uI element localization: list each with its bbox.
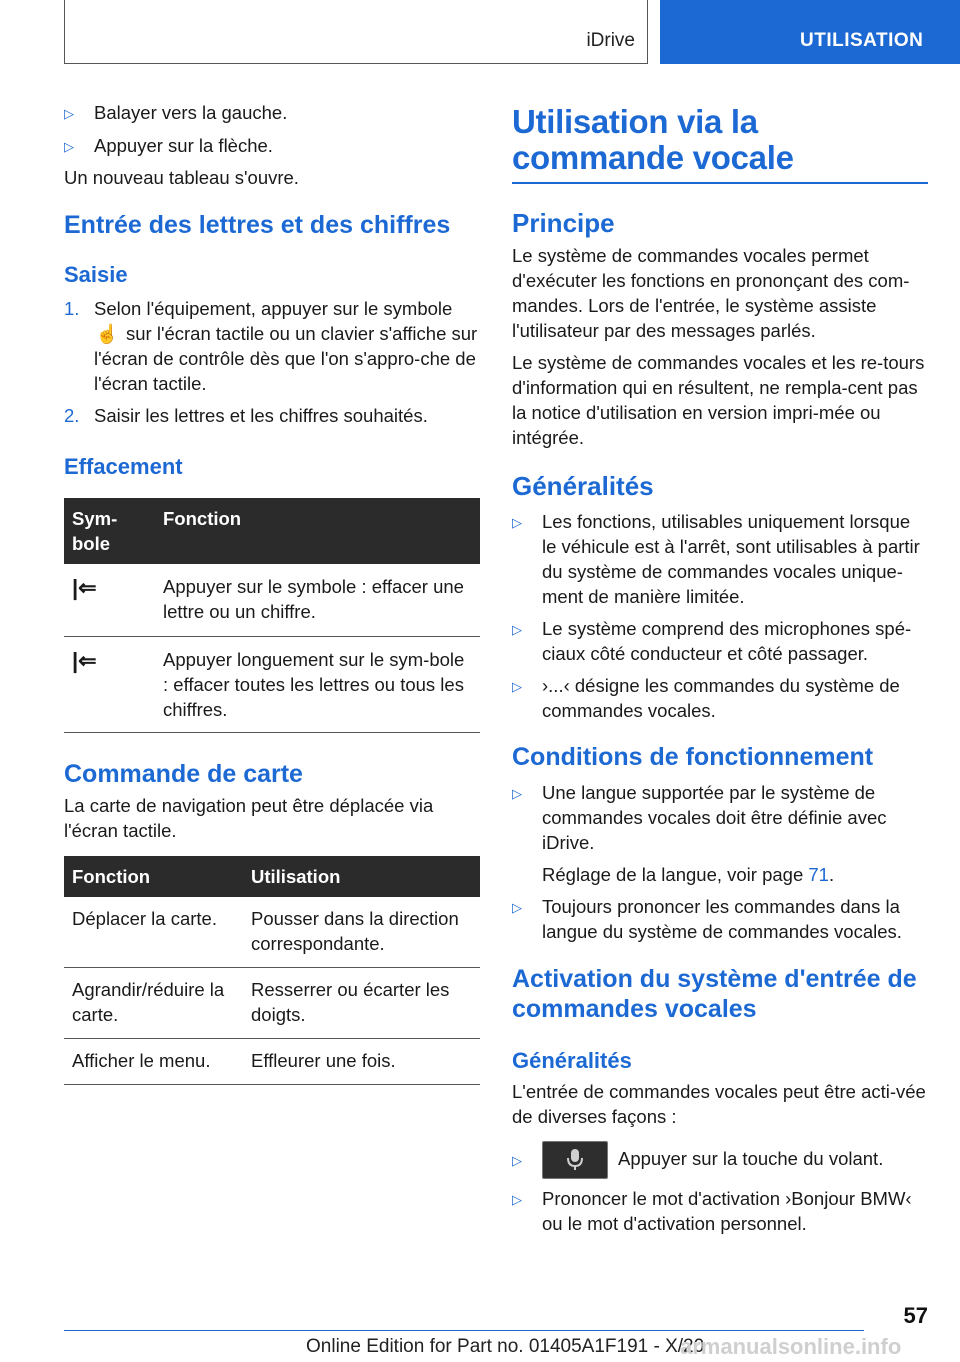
erase-table xyxy=(64,498,480,733)
header-section-box xyxy=(64,0,648,64)
bullet-item: ▷ Appuyer sur la flèche. xyxy=(64,133,480,159)
triangle-bullet-icon: ▷ xyxy=(64,106,74,121)
bullet-item: ▷ Les fonctions, utilisables uniquement lorsque le véhicule est à l'arrêt, sont utilisables à partir du système de commandes vocales unique-ment de manière limitée. xyxy=(512,511,920,607)
triangle-bullet-icon: ▷ xyxy=(512,679,522,694)
heading-effacement: Effacement xyxy=(64,454,183,479)
bullet-item: ▷ Appuyer sur la touche du volant. xyxy=(512,1141,928,1179)
step-item: 1. Selon l'équipement, appuyer sur le symbole ☝ sur l'écran tactile ou un clavier s'affiche sur l'écran de contrôle dès que l'on s'appro-che de l'écran tactile. xyxy=(64,298,478,394)
triangle-bullet-icon: ▷ xyxy=(64,139,74,154)
left-column xyxy=(64,100,480,1085)
heading-carte: Commande de carte xyxy=(64,760,303,788)
header-chapter: UTILISATION xyxy=(800,30,924,51)
paragraph: Le système de commandes vocales et les re-tours d'information qui en résultent, ne rempla-cent pas la notice d'utilisation en version impri-mée ou intégrée. xyxy=(512,352,925,448)
step-item: 2. Saisir les lettres et les chiffres souhaités. xyxy=(64,405,428,426)
header-chapter-tab xyxy=(660,0,960,64)
paragraph: La carte de navigation peut être déplacée via l'écran tactile. xyxy=(64,795,434,841)
page-number: 57 xyxy=(903,1303,928,1328)
bullet-item: ▷ Une langue supportée par le système de commandes vocales doit être définie avec iDrive. Réglage de la langue, voir page 71. xyxy=(512,782,887,885)
heading-generalites: Généralités xyxy=(512,471,654,501)
table-header-row: Sym-bole Fonction xyxy=(64,498,480,564)
heading-generalites-2: Généralités xyxy=(512,1048,632,1073)
heading-conditions: Conditions de fonctionnement xyxy=(512,743,874,771)
watermark: armanualsonline.info xyxy=(680,1334,902,1359)
edition-text: Online Edition for Part no. 01405A1F191 - X/20 xyxy=(306,1336,705,1357)
keyboard-hand-icon: ☝ xyxy=(95,323,119,344)
backspace-arrow-icon: |⇐ xyxy=(72,648,97,673)
bullet-item: ▷ Toujours prononcer les commandes dans la langue du système de commandes vocales. xyxy=(512,896,902,942)
bullet-item: ▷ Prononcer le mot d'activation ›Bonjour BMW‹ ou le mot d'activation personnel. xyxy=(512,1188,912,1234)
paragraph: L'entrée de commandes vocales peut être acti-vée de diverses façons : xyxy=(512,1081,926,1127)
triangle-bullet-icon: ▷ xyxy=(512,786,522,801)
heading-letters: Entrée des lettres et des chiffres xyxy=(64,211,451,239)
page-link[interactable]: 71 xyxy=(808,864,829,885)
triangle-bullet-icon: ▷ xyxy=(512,515,522,530)
right-column xyxy=(512,104,928,1243)
heading-main: Utilisation via la commande vocale xyxy=(512,103,794,176)
heading-saisie: Saisie xyxy=(64,262,128,287)
bullet-item: ▷ ›...‹ désigne les commandes du système de commandes vocales. xyxy=(512,675,900,721)
footer-rule xyxy=(64,1330,864,1331)
table-row: |⇐ Appuyer sur le symbole : effacer une lettre ou un chiffre. xyxy=(64,564,480,637)
triangle-bullet-icon: ▷ xyxy=(512,622,522,637)
paragraph: Un nouveau tableau s'ouvre. xyxy=(64,167,299,188)
heading-principe: Principe xyxy=(512,208,615,238)
table-row: Agrandir/réduire la carte. Resserrer ou écarter les doigts. xyxy=(64,968,480,1039)
map-table xyxy=(64,856,480,1085)
paragraph: Le système de commandes vocales permet d'exécuter les fonctions en prononçant des com-mandes. Lors de l'entrée, le système assiste l'utilisateur par des messages parlés. xyxy=(512,245,910,341)
microphone-icon xyxy=(542,1141,608,1179)
table-row: Déplacer la carte. Pousser dans la direction correspondante. xyxy=(64,897,480,968)
bullet-item: ▷ Le système comprend des microphones spé-ciaux côté conducteur et côté passager. xyxy=(512,618,912,664)
triangle-bullet-icon: ▷ xyxy=(512,900,522,915)
backspace-arrow-icon: |⇐ xyxy=(72,575,97,600)
header-section: iDrive xyxy=(586,30,635,51)
heading-activation: Activation du système d'entrée de commandes vocales xyxy=(512,965,917,1023)
table-header-row: Fonction Utilisation xyxy=(64,856,480,897)
triangle-bullet-icon: ▷ xyxy=(512,1153,522,1168)
heading-rule xyxy=(512,182,928,184)
triangle-bullet-icon: ▷ xyxy=(512,1192,522,1207)
table-row: |⇐ Appuyer longuement sur le sym-bole : effacer toutes les lettres ou tous les chiffres. xyxy=(64,637,480,733)
bullet-item: ▷ Balayer vers la gauche. xyxy=(64,100,480,126)
table-row: Afficher le menu. Effleurer une fois. xyxy=(64,1039,480,1085)
